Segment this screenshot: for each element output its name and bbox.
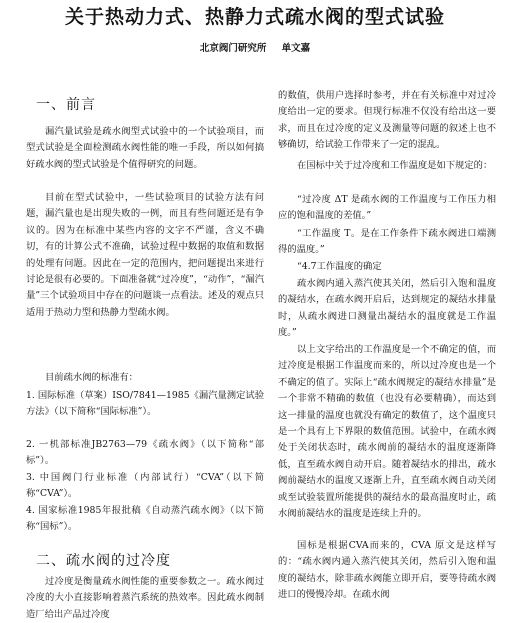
standard-reference-4: 4. 国家标准1985年报批稿《自动蒸汽疏水阀》（以下简称“国标”）。 — [26, 505, 264, 533]
paper-title: 关于热动力式、热静力式疏水阀的型式试验 — [64, 6, 445, 28]
analysis-paragraph: 以上文字给出的工作温度是一个不确定的值，而过冷度是根据工作温度而来的，所以过冷度也是一个不确定的值了。实际上“疏水阀规定的凝结水排量”是一个非常不精确的数值（也没有必要精确），而达到这一排量的温度也就没有确定的数值了，这个温度只是一个具有上下界限的数值范围。试验中，在疏水阀处于关闭状态时，疏水阀前的凝结水的温度逐渐降低，直至疏水阀自动开启。随着凝结水的排出，疏水阀前凝结水的温度又逐渐上升，直至疏水阀自动关闭或至试验装置所能提供的凝结水的最高温度时止，疏水阀前凝结水的温度是连续上升的。 — [278, 344, 496, 520]
standard-reference-1: 1. 国际标准（草案）ISO/7841—1985《漏汽量测定试验方法》（以下简称“国际标准”）。 — [26, 390, 264, 418]
standard-reference-2: 2. 一机部标准JB2763—79《疏水阀》（以下简称“部标”）。 — [26, 439, 264, 467]
subcooling-paragraph-1: 过冷度是衡量疏水阀性能的重要参数之一。疏水阀过冷度的大小直接影响着蒸汽系统的热效率。因此疏水阀制造厂给出产品过冷度 — [26, 576, 264, 620]
section-heading-introduction: 一、前言 — [36, 97, 96, 113]
cva-paragraph: 国标是根据CVA而来的，CVA 原文是这样写的：“疏水阀内通入蒸汽使其关闭，然后引入饱和温度的凝结水，除非疏水阀能立即开启，要等待疏水阀进口的慢慢冷却。在疏水阀 — [278, 540, 496, 601]
section-heading-subcooling: 二、疏水阀的过冷度 — [36, 553, 171, 569]
quote-working-temperature: “工作温度 T。是在工作条件下疏水阀进口端测得的温度。” — [278, 228, 496, 256]
quote-clause-4-7: “4.7工作温度的确定 — [297, 261, 382, 272]
quote-subcooling-definition: “过冷度 ΔT 是疏水阀的工作温度与工作压力相应的饱和温度的差值。” — [278, 194, 496, 222]
standard-reference-3: 3. 中国阀门行业标准（内部试行）“CVA”（以下简称“CVA”）。 — [26, 472, 264, 500]
subcooling-paragraph-continued: 的数值，供用户选择时参考，并在有关标准中对过冷度给出一定的要求。但现行标准不仅没有给出这一要求，而且在过冷度的定义及测量等问题的叙述上也不够确切，给试验工作带来了一定的混乱。 — [278, 90, 496, 151]
byline — [0, 40, 510, 54]
intro-paragraph-2: 目前在型式试验中，一些试验项目的试验方法有问题，漏汽量也是出现失败的一例，而且有些问题还是有争议的。因为在标准中某些内容的文字不严谨，含义不确切，有的计算公式不准确，试验过程中数据的取值和数据的处理有问题。因此在一定的范围内，把问题提出来进行讨论是很有必要的。下面准备就“过冷度”，“动作”，“漏汽量”三个试验项目中存在的问题谈一点看法。述及的观点只适用于热动力型和热静力型疏水阀。 — [26, 192, 264, 318]
author-name: 单文嘉 — [281, 43, 311, 54]
standard-definition-intro: 在国标中关于过冷度和工作温度是如下规定的： — [297, 160, 493, 171]
clause-4-7-text: 疏水阀内通入蒸汽使其关闭，然后引入饱和温度的凝结水，在疏水阀开启后，达到规定的凝结水排量时，从疏水阀进口测量出凝结水的温度就是工作温度。” — [278, 278, 496, 339]
intro-paragraph-1: 漏汽量试验是疏水阀型式试验中的一个试验项目，而型式试验是全面检测疏水阀性能的唯一手段，所以如何搞好疏水阀的型式试验是个值得研究的问题。 — [26, 126, 264, 170]
standards-lead-in: 目前疏水阀的标准有： — [45, 372, 138, 383]
author-organization: 北京阀门研究所 — [199, 43, 267, 54]
